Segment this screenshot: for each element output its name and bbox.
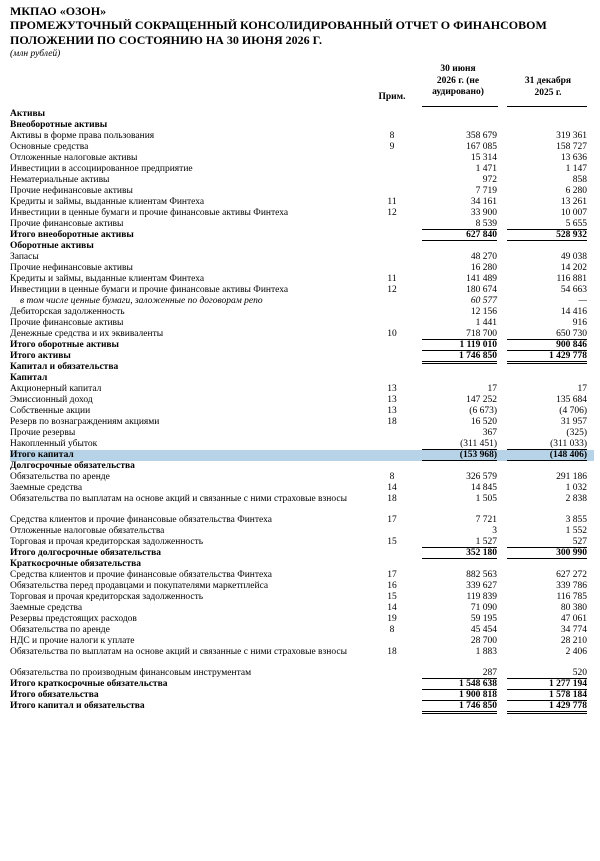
row-label: Резервы предстоящих расходов	[10, 614, 137, 624]
row-value-june-2026: 287	[422, 668, 497, 679]
row-value-june-2026: 141 489	[466, 274, 497, 284]
row-note: 17	[387, 515, 397, 525]
row-value-june-2026: 60 577	[470, 296, 497, 306]
table-row	[10, 483, 594, 494]
column-header-note: Прим.	[378, 92, 406, 102]
row-value-december-2025: 627 272	[556, 570, 587, 580]
table-row	[10, 197, 594, 208]
row-label: Итого капитал и обязательства	[10, 701, 145, 711]
row-label: Заемные средства	[10, 603, 83, 613]
row-value-december-2025: (311 033)	[507, 439, 587, 450]
row-note: 8	[389, 625, 395, 635]
row-label: Долгосрочные обязательства	[10, 461, 135, 471]
table-row	[10, 373, 594, 384]
table-row	[10, 570, 594, 581]
row-label: Основные средства	[10, 142, 89, 152]
table-row	[10, 515, 594, 526]
row-value-december-2025: 14 202	[560, 263, 587, 273]
row-value-december-2025: 916	[572, 318, 587, 328]
table-row	[10, 625, 594, 636]
row-value-june-2026: 352 180	[422, 548, 497, 559]
table-row	[10, 668, 594, 679]
row-value-june-2026: 627 840	[422, 230, 497, 241]
row-value-june-2026: 7 719	[475, 186, 497, 196]
table-row	[10, 472, 594, 483]
row-value-december-2025: (325)	[566, 428, 587, 438]
row-label: Активы в форме права пользования	[10, 131, 155, 141]
row-value-december-2025: 116 881	[556, 274, 587, 284]
row-note: 13	[387, 395, 397, 405]
row-value-december-2025: 1 147	[565, 164, 587, 174]
table-row	[10, 263, 594, 274]
row-note: 18	[387, 417, 397, 427]
row-value-june-2026: 1 527	[422, 537, 497, 548]
company-name: МКПАО «ОЗОН»	[10, 4, 107, 18]
row-value-december-2025: 80 380	[560, 603, 587, 613]
row-label: Обязательства по аренде	[10, 472, 110, 482]
row-note: 12	[387, 208, 397, 218]
row-value-june-2026: 1 746 850	[422, 351, 497, 364]
column-header-june-2026	[418, 64, 498, 99]
table-row	[10, 690, 594, 701]
table-row	[10, 351, 594, 362]
table-row	[10, 537, 594, 548]
row-value-december-2025: 1 429 778	[507, 351, 587, 364]
table-row	[10, 175, 594, 186]
row-value-december-2025: 10 007	[560, 208, 587, 218]
row-note: 13	[387, 384, 397, 394]
row-value-december-2025: 1 429 778	[507, 701, 587, 714]
row-value-june-2026: 1 505	[475, 494, 497, 504]
row-value-december-2025: 528 932	[507, 230, 587, 241]
row-label: Накопленный убыток	[10, 439, 98, 449]
row-label: Итого внеоборотные активы	[10, 230, 134, 240]
row-note: 15	[387, 537, 397, 547]
row-label: Обязательства перед продавцами и покупателями маркетплейса	[10, 581, 269, 591]
row-value-december-2025: 900 846	[507, 340, 587, 351]
row-value-december-2025: 2 838	[565, 494, 587, 504]
row-note: 8	[389, 472, 395, 482]
row-note: 14	[387, 483, 397, 493]
row-value-december-2025: 1 277 194	[507, 679, 587, 690]
statement-title-line-2: ПОЛОЖЕНИИ ПО СОСТОЯНИЮ НА 30 ИЮНЯ 2026 Г.	[10, 33, 322, 47]
table-row	[10, 592, 594, 603]
row-value-december-2025: 54 663	[560, 285, 587, 295]
row-label: Собственные акции	[10, 406, 91, 416]
row-label: Инвестиции в ассоциированное предприятие	[10, 164, 193, 174]
row-value-june-2026: 358 679	[466, 131, 497, 141]
row-label: Прочие нефинансовые активы	[10, 186, 133, 196]
row-note: 14	[387, 603, 397, 613]
column-headers	[10, 64, 594, 108]
table-row	[10, 450, 594, 461]
row-label: Торговая и прочая кредиторская задолженность	[10, 592, 204, 602]
row-label: Резерв по вознаграждениям акциями	[10, 417, 160, 427]
row-label: Обязательства по выплатам на основе акций и связанные с ними страховые взносы	[10, 494, 347, 504]
row-value-december-2025: 527	[507, 537, 587, 548]
row-value-june-2026: 59 195	[470, 614, 497, 624]
row-value-june-2026: 16 280	[470, 263, 497, 273]
row-label: Эмиссионный доход	[10, 395, 93, 405]
table-row	[10, 439, 594, 450]
column-header-underline-2	[507, 106, 587, 107]
table-row	[10, 307, 594, 318]
row-value-december-2025: 17	[577, 384, 587, 394]
table-row	[10, 109, 594, 120]
table-row	[10, 636, 594, 647]
row-value-june-2026: 326 579	[466, 472, 497, 482]
row-label: Итого обязательства	[10, 690, 99, 700]
table-row	[10, 318, 594, 329]
row-value-december-2025: 13 261	[560, 197, 587, 207]
row-value-june-2026: 45 454	[470, 625, 497, 635]
row-value-june-2026: 15 314	[470, 153, 497, 163]
table-row	[10, 526, 594, 537]
table-row	[10, 131, 594, 142]
table-row	[10, 252, 594, 263]
row-value-december-2025: 6 280	[565, 186, 587, 196]
column-header-underline-1	[422, 106, 498, 107]
row-label: Запасы	[10, 252, 39, 262]
row-label: Средства клиентов и прочие финансовые обязательства Финтеха	[10, 515, 272, 525]
row-value-june-2026: 147 252	[466, 395, 497, 405]
row-note: 19	[387, 614, 397, 624]
row-value-december-2025: 116 785	[556, 592, 587, 602]
row-value-june-2026: 16 520	[470, 417, 497, 427]
row-value-june-2026: 180 674	[466, 285, 497, 295]
row-note: 10	[387, 329, 397, 339]
table-row	[10, 461, 594, 472]
table-row	[10, 120, 594, 131]
table-row	[10, 679, 594, 690]
table-row	[10, 153, 594, 164]
row-label: Прочие нефинансовые активы	[10, 263, 133, 273]
row-value-december-2025: 158 727	[556, 142, 587, 152]
row-value-december-2025: 2 406	[565, 647, 587, 657]
row-value-june-2026: 1 471	[475, 164, 497, 174]
row-value-june-2026: 14 845	[470, 483, 497, 493]
row-value-june-2026: 12 156	[470, 307, 497, 317]
table-row	[10, 186, 594, 197]
table-row	[10, 494, 594, 515]
row-label: Прочие финансовые активы	[10, 219, 124, 229]
row-label: Кредиты и займы, выданные клиентам Финтеха	[10, 197, 205, 207]
table-row	[10, 559, 594, 570]
row-value-december-2025: 13 636	[560, 153, 587, 163]
row-value-june-2026: 882 563	[466, 570, 497, 580]
table-row	[10, 230, 594, 241]
row-note: 11	[387, 197, 397, 207]
row-value-june-2026: 339 627	[466, 581, 497, 591]
row-value-december-2025: 14 416	[560, 307, 587, 317]
row-note: 8	[389, 131, 395, 141]
row-label: Прочие финансовые активы	[10, 318, 124, 328]
table-row	[10, 362, 594, 373]
row-label: Итого активы	[10, 351, 71, 361]
table-row	[10, 417, 594, 428]
table-row	[10, 384, 594, 395]
row-label: Внеоборотные активы	[10, 120, 108, 130]
table-row	[10, 208, 594, 219]
row-note: 12	[387, 285, 397, 295]
row-value-december-2025: —	[578, 296, 587, 306]
row-label: Инвестиции в ценные бумаги и прочие финансовые активы Финтеха	[10, 208, 289, 218]
row-label: Итого капитал	[10, 450, 74, 460]
row-value-june-2026: (153 968)	[422, 450, 497, 461]
column-header-june-2026-line-2: 2026 г. (не	[436, 75, 480, 86]
row-label: Обязательства по производным финансовым инструментам	[10, 668, 252, 678]
row-value-december-2025: (148 406)	[507, 450, 587, 461]
row-value-june-2026: 1 746 850	[422, 701, 497, 714]
row-value-june-2026: 48 270	[470, 252, 497, 262]
row-value-june-2026: (6 673)	[469, 406, 497, 416]
row-value-december-2025: 49 038	[560, 252, 587, 262]
row-label: Торговая и прочая кредиторская задолженность	[10, 537, 204, 547]
row-label: Прочие резервы	[10, 428, 76, 438]
row-value-june-2026: 28 700	[470, 636, 497, 646]
table-row	[10, 241, 594, 252]
row-value-june-2026: 119 839	[466, 592, 497, 602]
row-label: Инвестиции в ценные бумаги и прочие финансовые активы Финтеха	[10, 285, 289, 295]
row-value-june-2026: 8 539	[422, 219, 497, 230]
table-row	[10, 142, 594, 153]
row-value-june-2026: 3	[492, 526, 497, 536]
row-value-december-2025: 520	[507, 668, 587, 679]
table-row	[10, 329, 594, 340]
table-row	[10, 701, 594, 712]
row-value-june-2026: 1 883	[475, 647, 497, 657]
row-value-june-2026: 167 085	[466, 142, 497, 152]
row-label: Акционерный капитал	[10, 384, 102, 394]
table-row	[10, 285, 594, 296]
row-label: Оборотные активы	[10, 241, 94, 251]
row-value-december-2025: 291 186	[556, 472, 587, 482]
row-value-december-2025: 1 032	[565, 483, 587, 493]
column-header-june-2026-line-1: 30 июня	[440, 64, 476, 74]
row-value-december-2025: 300 990	[507, 548, 587, 559]
row-label: Обязательства по выплатам на основе акций и связанные с ними страховые взносы	[10, 647, 347, 657]
row-value-december-2025: 5 655	[507, 219, 587, 230]
row-note: 16	[387, 581, 397, 591]
row-value-june-2026: (311 451)	[422, 439, 497, 450]
row-note: 18	[387, 494, 397, 504]
row-label: Капитал и обязательства	[10, 362, 119, 372]
row-value-december-2025: 1 552	[565, 526, 587, 536]
row-note: 13	[387, 406, 397, 416]
row-value-december-2025: 3 855	[565, 515, 587, 525]
row-label: Нематериальные активы	[10, 175, 110, 185]
table-row	[10, 603, 594, 614]
column-header-december-2025-line-1: 31 декабря	[524, 76, 572, 86]
row-label: в том числе ценные бумаги, заложенные по договорам репо	[20, 296, 263, 306]
row-value-december-2025: 135 684	[556, 395, 587, 405]
row-note: 17	[387, 570, 397, 580]
column-header-december-2025	[507, 76, 589, 99]
table-row	[10, 164, 594, 175]
row-label: Капитал	[10, 373, 48, 383]
row-value-december-2025: 1 578 184	[507, 690, 587, 701]
column-header-june-2026-line-3: аудировано)	[432, 87, 484, 97]
row-value-december-2025: (4 706)	[559, 406, 587, 416]
table-row	[10, 274, 594, 285]
row-note: 9	[389, 142, 395, 152]
table-row	[10, 296, 594, 307]
row-value-june-2026: 7 721	[475, 515, 497, 525]
table-row	[10, 395, 594, 406]
table-row	[10, 428, 594, 439]
row-label: Отложенные налоговые активы	[10, 153, 138, 163]
row-value-june-2026: 718 700	[422, 329, 497, 340]
row-note: 11	[387, 274, 397, 284]
table-row	[10, 581, 594, 592]
row-label: Итого долгосрочные обязательства	[10, 548, 162, 558]
row-label: Средства клиентов и прочие финансовые обязательства Финтеха	[10, 570, 272, 580]
row-label: Отложенные налоговые обязательства	[10, 526, 165, 536]
row-value-december-2025: 28 210	[560, 636, 587, 646]
statement-rows	[10, 109, 594, 712]
row-label: Итого краткосрочные обязательства	[10, 679, 168, 689]
row-value-june-2026: 1 900 818	[422, 690, 497, 701]
row-value-june-2026: 1 548 638	[422, 679, 497, 690]
row-value-december-2025: 650 730	[507, 329, 587, 340]
row-label: Денежные средства и их эквиваленты	[10, 329, 164, 339]
row-value-december-2025: 339 786	[556, 581, 587, 591]
row-value-december-2025: 47 061	[560, 614, 587, 624]
table-row	[10, 340, 594, 351]
row-label: Кредиты и займы, выданные клиентам Финтеха	[10, 274, 205, 284]
row-value-december-2025: 31 957	[560, 417, 587, 427]
row-label: Дебиторская задолженность	[10, 307, 125, 317]
row-value-june-2026: 17	[487, 384, 497, 394]
row-value-june-2026: 367	[482, 428, 497, 438]
table-row	[10, 647, 594, 668]
table-row	[10, 406, 594, 417]
row-label: Краткосрочные обязательства	[10, 559, 142, 569]
row-note: 18	[387, 647, 397, 657]
financial-statement-page	[10, 4, 594, 712]
row-value-june-2026: 34 161	[470, 197, 497, 207]
table-row	[10, 548, 594, 559]
row-label: Итого оборотные активы	[10, 340, 119, 350]
row-value-december-2025: 319 361	[556, 131, 587, 141]
row-value-june-2026: 71 090	[470, 603, 497, 613]
row-value-june-2026: 1 119 010	[422, 340, 497, 351]
row-value-june-2026: 33 900	[470, 208, 497, 218]
units-note: (млн рублей)	[10, 49, 61, 59]
row-value-december-2025: 858	[572, 175, 587, 185]
table-row	[10, 614, 594, 625]
row-label: НДС и прочие налоги к уплате	[10, 636, 135, 646]
row-value-december-2025: 34 774	[560, 625, 587, 635]
table-row	[10, 219, 594, 230]
row-label: Обязательства по аренде	[10, 625, 110, 635]
row-value-june-2026: 972	[482, 175, 497, 185]
row-note: 15	[387, 592, 397, 602]
row-label: Заемные средства	[10, 483, 83, 493]
statement-title-line-1: ПРОМЕЖУТОЧНЫЙ СОКРАЩЕННЫЙ КОНСОЛИДИРОВАННЫЙ ОТЧЕТ О ФИНАНСОВОМ	[10, 18, 547, 32]
row-value-june-2026: 1 441	[475, 318, 497, 328]
column-header-december-2025-line-2: 2025 г.	[534, 87, 562, 98]
row-label: Активы	[10, 109, 46, 119]
